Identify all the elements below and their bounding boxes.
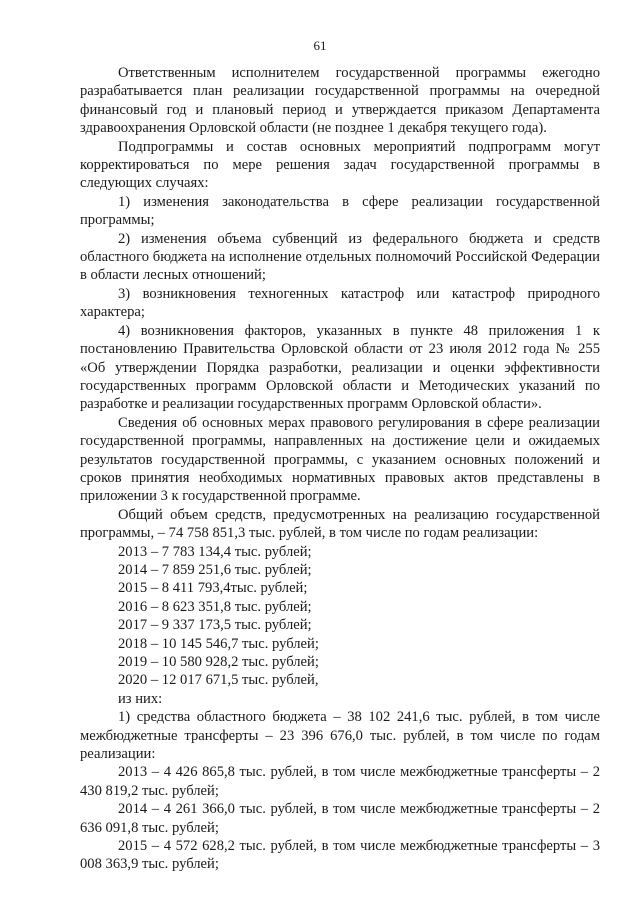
regional-year-amount: 2015 – 4 572 628,2 тыс. рублей, в том числе межбюджетные трансферты – 3 008 363,9 тыс. рублей;	[80, 838, 600, 873]
year-amount: 2017 – 9 337 173,5 тыс. рублей;	[118, 617, 312, 634]
list-item-3: 3) возникновения техногенных катастроф или катастроф природного характера;	[80, 285, 600, 321]
page-content	[80, 64, 600, 874]
paragraph-legal-measures: Сведения об основных мерах правового регулирования в сфере реализации государственной программы, направленных на достижение цели и ожидаемых результатов государственной программы, с указанием основных положений и сроков принятия необходимых нормативных правовых актов представлены в приложении 3 к государственной программе.	[80, 414, 600, 505]
paragraph-total-funding: Общий объем средств, предусмотренных на реализацию государственной программы, – 74 758 851,3 тыс. рублей, в том числе по годам реализации:	[80, 506, 600, 542]
paragraph-subprograms: Подпрограммы и состав основных мероприятий подпрограмм могут корректироваться по мере решения задач государственной программы в следующих случаях:	[80, 138, 600, 192]
year-amount: 2018 – 10 145 546,7 тыс. рублей;	[118, 635, 319, 652]
list-item-4: 4) возникновения факторов, указанных в пункте 48 приложения 1 к постановлению Правительства Орловской области от 23 июля 2012 года № 255 «Об утверждении Порядка разработки, реализации и оценки эффективности государственных программ Орловской области и Методических указаний по разработке и реализации государственных программ Орловской области».	[80, 322, 600, 413]
list-item-2: 2) изменения объема субвенций из федерального бюджета и средств областного бюджета на исполнение отдельных полномочий Российской Федерации в области лесных отношений;	[80, 230, 600, 284]
year-amount: 2019 – 10 580 928,2 тыс. рублей;	[118, 654, 319, 670]
paragraph-plan: Ответственным исполнителем государственной программы ежегодно разрабатывается план реализации государственной программы на очередной финансовый год и плановый период и утверждается приказом Департамента здравоохранения Орловской области (не позднее 1 декабря текущего года).	[80, 65, 600, 137]
page-number: 61	[313, 38, 327, 53]
year-amount: 2014 – 7 859 251,6 тыс. рублей;	[118, 561, 312, 578]
year-amount: 2013 – 7 783 134,4 тыс. рублей;	[118, 543, 312, 560]
year-amount: 2015 – 8 411 793,4тыс. рублей;	[118, 580, 308, 597]
year-amount: 2016 – 8 623 351,8 тыс. рублей;	[118, 598, 312, 615]
regional-year-amount: 2014 – 4 261 366,0 тыс. рублей, в том числе межбюджетные трансферты – 2 636 091,8 тыс. рублей;	[80, 801, 600, 836]
of-them-label: из них:	[118, 690, 163, 707]
year-amount: 2020 – 12 017 671,5 тыс. рублей,	[118, 672, 319, 689]
regional-year-amount: 2013 – 4 426 865,8 тыс. рублей, в том числе межбюджетные трансферты – 2 430 819,2 тыс. рублей;	[80, 764, 600, 799]
paragraph-regional-budget: 1) средства областного бюджета – 38 102 241,6 тыс. рублей, в том числе межбюджетные трансферты – 23 396 676,0 тыс. рублей, в том числе по годам реализации:	[80, 709, 600, 763]
list-item-1: 1) изменения законодательства в сфере реализации государственной программы;	[80, 193, 600, 229]
